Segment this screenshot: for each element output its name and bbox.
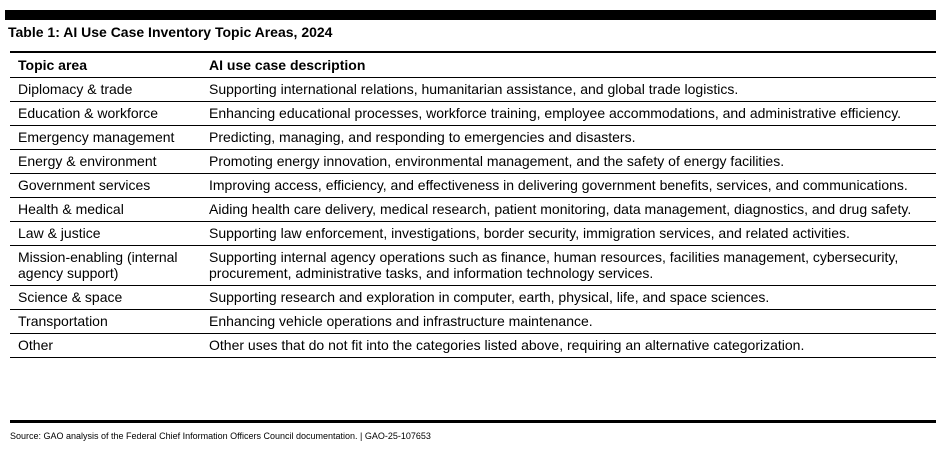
topic-area-cell: Science & space [10, 285, 205, 309]
topic-area-cell: Other [10, 333, 205, 357]
bottom-rule [10, 420, 936, 423]
table-row [10, 101, 936, 125]
table-row [10, 173, 936, 197]
description-cell: Improving access, efficiency, and effectiveness in delivering government benefits, services, and communications. [205, 173, 936, 197]
topic-area-cell: Emergency management [10, 125, 205, 149]
topic-area-cell: Diplomacy & trade [10, 77, 205, 101]
topic-area-cell: Transportation [10, 309, 205, 333]
topic-areas-table [10, 51, 936, 358]
topic-area-cell: Law & justice [10, 221, 205, 245]
table-row [10, 149, 936, 173]
description-cell: Other uses that do not fit into the categories listed above, requiring an alternative categorization. [205, 333, 936, 357]
table-row [10, 245, 936, 285]
description-cell: Supporting internal agency operations such as finance, human resources, facilities management, cybersecurity, procurement, administrative tasks, and information technology services. [205, 245, 936, 285]
description-cell: Supporting research and exploration in computer, earth, physical, life, and space sciences. [205, 285, 936, 309]
table-row [10, 125, 936, 149]
table-row [10, 221, 936, 245]
description-cell: Predicting, managing, and responding to emergencies and disasters. [205, 125, 936, 149]
column-header-topic-area: Topic area [10, 53, 205, 77]
column-header-description: AI use case description [205, 53, 936, 77]
table-row [10, 197, 936, 221]
table-title: Table 1: AI Use Case Inventory Topic Areas, 2024 [8, 24, 333, 40]
table-row [10, 333, 936, 357]
description-cell: Promoting energy innovation, environmental management, and the safety of energy facilities. [205, 149, 936, 173]
table-row [10, 309, 936, 333]
table-row [10, 77, 936, 101]
topic-area-cell: Health & medical [10, 197, 205, 221]
description-cell: Aiding health care delivery, medical research, patient monitoring, data management, diagnostics, and drug safety. [205, 197, 936, 221]
table-header-row [10, 53, 936, 77]
description-cell: Supporting international relations, humanitarian assistance, and global trade logistics. [205, 77, 936, 101]
description-cell: Supporting law enforcement, investigations, border security, immigration services, and related activities. [205, 221, 936, 245]
description-cell: Enhancing vehicle operations and infrastructure maintenance. [205, 309, 936, 333]
topic-area-cell: Government services [10, 173, 205, 197]
table-row [10, 285, 936, 309]
source-note: Source: GAO analysis of the Federal Chief Information Officers Council documentation. | GAO-25-107653 [10, 431, 431, 441]
topic-area-cell: Mission-enabling (internal agency support) [10, 245, 205, 285]
description-cell: Enhancing educational processes, workforce training, employee accommodations, and administrative efficiency. [205, 101, 936, 125]
topic-areas-table-grid [10, 53, 936, 358]
topic-area-cell: Education & workforce [10, 101, 205, 125]
top-rule [5, 10, 936, 20]
topic-area-cell: Energy & environment [10, 149, 205, 173]
